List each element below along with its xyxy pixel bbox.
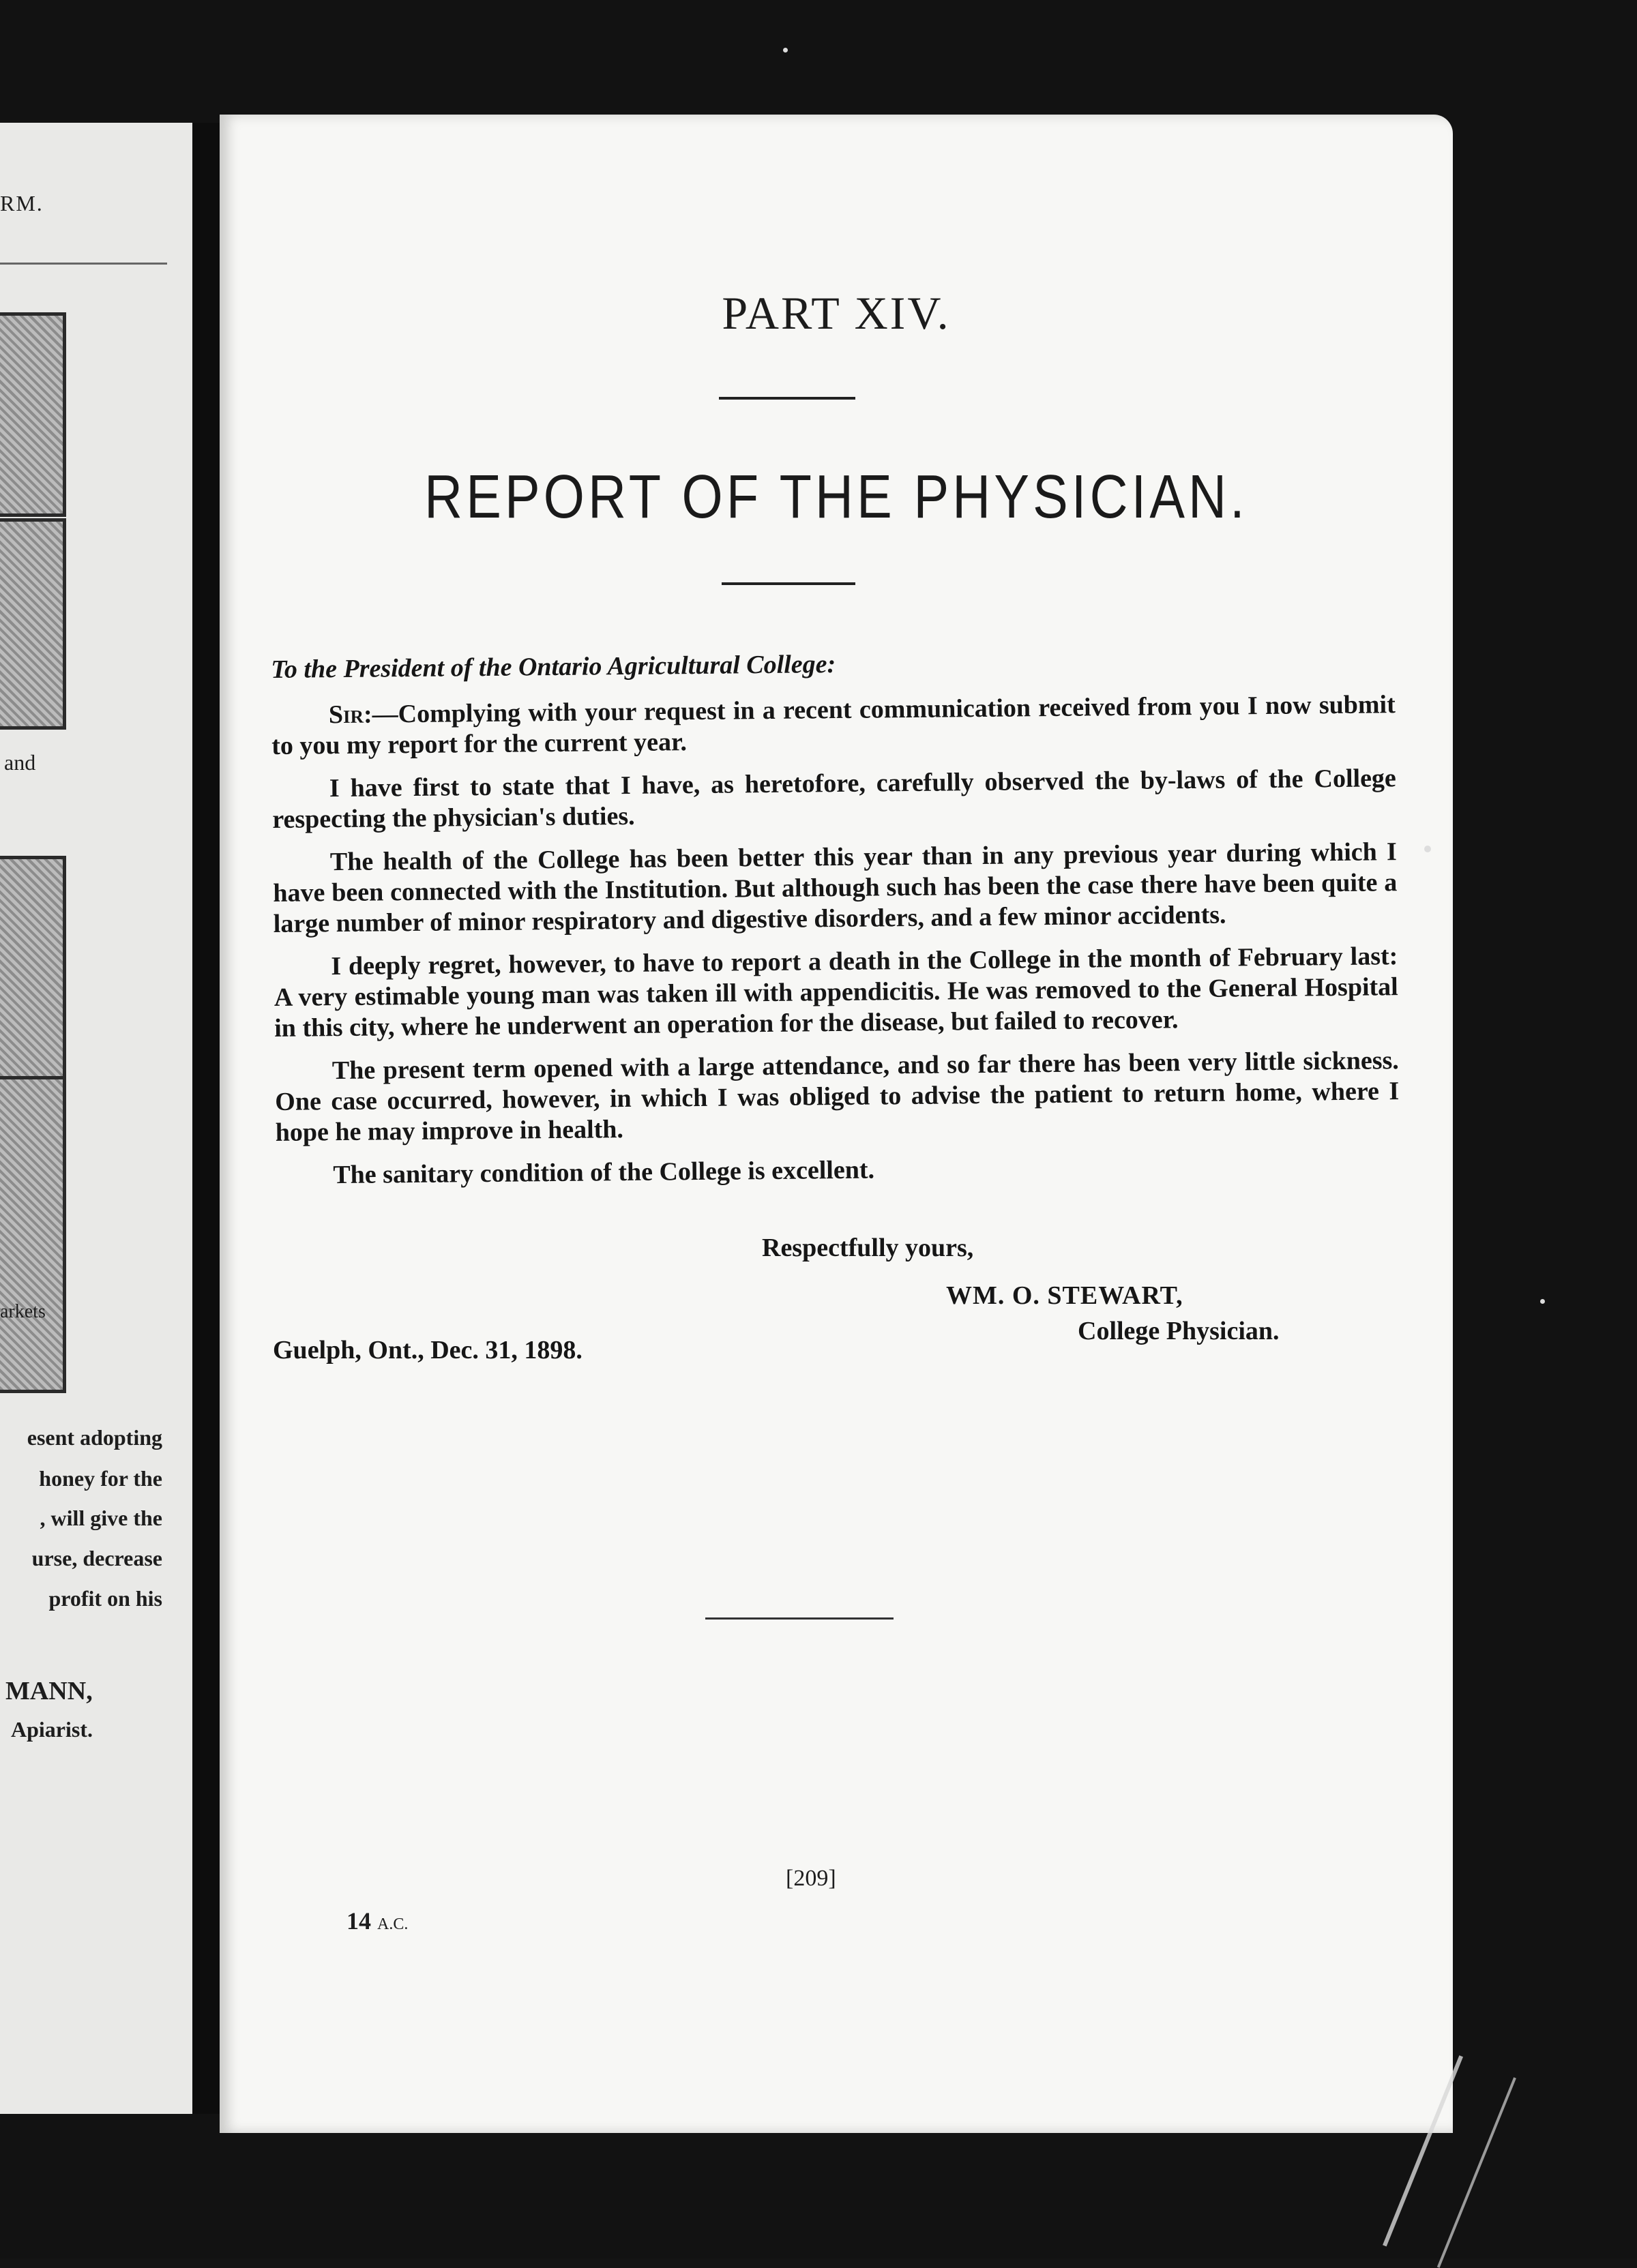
salutation: To the President of the Ontario Agricultural College:	[271, 650, 836, 684]
dust-speck	[1424, 846, 1431, 852]
left-page-text-line: honey for the	[39, 1466, 162, 1491]
left-page-photo	[0, 518, 66, 730]
title-rule	[722, 582, 855, 585]
signature-mark-number: 14	[346, 1907, 371, 1935]
left-page-text-line: profit on his	[48, 1586, 162, 1611]
paragraph: I deeply regret, however, to have to report a death in the College in the month of February last: A very estimable young man was taken ill with appendicitis. He was removed to the General Hospital in this city, where he underwent an operation for the disease, but failed to recover.	[274, 942, 1398, 1043]
end-rule	[705, 1617, 894, 1620]
letter-body	[271, 644, 1400, 1204]
left-page-caption-fragment: arkets	[0, 1301, 46, 1322]
signature-mark-suffix: A.C.	[377, 1915, 409, 1933]
main-page	[220, 115, 1453, 2133]
dust-speck	[783, 48, 788, 53]
left-facing-page	[0, 123, 192, 2114]
left-page-rule	[0, 263, 167, 265]
printer-signature-mark	[346, 1907, 408, 1935]
left-page-text-line: esent adopting	[27, 1425, 162, 1450]
dust-speck	[1540, 1299, 1545, 1304]
report-title: REPORT OF THE PHYSICIAN.	[424, 463, 1248, 531]
paragraph: The present term opened with a large attendance, and so far there has been very little sickness. One case occurred, however, in which I was obliged to advise the patient to return home, where I hope he may improve in health.	[275, 1046, 1400, 1147]
left-page-photo	[0, 312, 66, 517]
left-page-signature-name: MANN,	[5, 1677, 93, 1705]
left-page-text-line: , will give the	[40, 1506, 162, 1530]
paragraph: I have first to state that I have, as heretofore, carefully observed the by-laws of the College respecting the physician's duties.	[272, 764, 1397, 834]
left-page-photo	[0, 856, 66, 1079]
paragraph: The health of the College has been better this year than in any previous year during which I have been connected with the Institution. But although such has been the case there have been quite a large number of minor respiratory and digestive disorders, and a few minor accidents.	[273, 837, 1398, 938]
book-gutter	[192, 123, 220, 2114]
left-page-signature-role: Apiarist.	[11, 1717, 93, 1742]
signature-name: WM. O. STEWART,	[946, 1281, 1183, 1310]
paragraph-text: —Complying with your request in a recent communication received from you I now submit to you my report for the current year.	[271, 690, 1396, 760]
left-page-photo	[0, 1076, 66, 1393]
paragraph: The sanitary condition of the College is excellent.	[333, 1155, 875, 1190]
left-page-caption-fragment: and	[4, 750, 36, 775]
signature-title: College Physician.	[1078, 1317, 1280, 1345]
title-rule	[719, 397, 855, 400]
left-page-text-line: urse, decrease	[31, 1546, 162, 1570]
part-title: PART XIV.	[722, 287, 951, 339]
page-number: [209]	[786, 1866, 836, 1891]
sir-label: Sir:	[328, 700, 372, 730]
left-page-running-head: RM.	[0, 191, 44, 215]
closing: Respectfully yours,	[762, 1234, 974, 1262]
paragraph	[271, 689, 1396, 762]
dateline: Guelph, Ont., Dec. 31, 1898.	[273, 1336, 582, 1364]
